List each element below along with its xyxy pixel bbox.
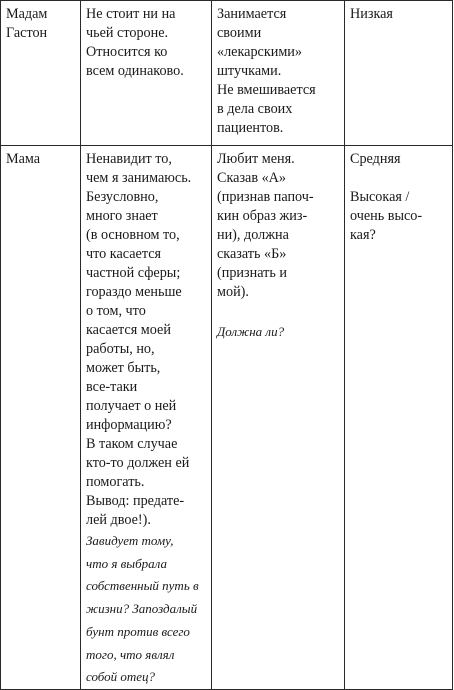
blank-line xyxy=(350,169,448,188)
italic-note-line: Должна ли? xyxy=(217,324,285,339)
text-line: (признать и xyxy=(217,265,287,281)
text-line: о том, что xyxy=(86,303,146,319)
actions-cell xyxy=(212,1,345,146)
text-line: (признав папоч- xyxy=(217,189,314,205)
blank-line xyxy=(217,302,340,321)
level-cell xyxy=(345,1,453,146)
text-line: чем я занимаюсь. xyxy=(86,170,192,186)
text-line: чьей стороне. xyxy=(86,25,169,41)
name-cell xyxy=(1,1,81,146)
text-line: касается моей xyxy=(86,322,171,338)
text-line: информацию? xyxy=(86,417,172,433)
text-line: мой). xyxy=(217,284,249,300)
text-line: Низкая xyxy=(350,6,393,22)
text-line: Мама xyxy=(6,151,41,167)
text-line: Высокая / xyxy=(350,189,410,205)
italic-note-line: жизни? Запоздалый xyxy=(86,601,198,617)
text-line: всем одинаково. xyxy=(86,63,184,79)
text-line: Ненавидит то, xyxy=(86,151,172,167)
italic-note-line: бунт против всего xyxy=(86,623,190,639)
text-line: своими xyxy=(217,25,262,41)
text-line: «лекарскими» xyxy=(217,44,302,60)
text-line: (в основном то, xyxy=(86,227,180,243)
text-line: все-таки xyxy=(86,379,138,395)
text-line: штучками. xyxy=(217,63,282,79)
text-line: частной сферы; xyxy=(86,265,181,281)
text-line: кая? xyxy=(350,227,376,243)
text-line: пациентов. xyxy=(217,120,284,136)
text-line: Относится ко xyxy=(86,44,168,60)
italic-note-line: собственный путь в xyxy=(86,578,199,594)
text-line: Не стоит ни на xyxy=(86,6,176,22)
name-cell xyxy=(1,146,81,690)
italic-note-line: что я выбрала xyxy=(86,555,167,571)
text-line: много знает xyxy=(86,208,158,224)
text-line: Безусловно, xyxy=(86,189,159,205)
text-line: кин образ жиз- xyxy=(217,208,308,224)
text-line: очень высо- xyxy=(350,208,423,224)
text-line: В таком случае xyxy=(86,436,178,452)
text-line: Любит меня. xyxy=(217,151,295,167)
table-row xyxy=(1,1,453,146)
text-line: Мадам xyxy=(6,6,48,22)
text-line: в дела своих xyxy=(217,101,293,117)
text-line: лей двое!). xyxy=(86,512,151,528)
level-cell xyxy=(345,146,453,690)
attitude-cell xyxy=(81,146,212,690)
text-line: Занимается xyxy=(217,6,287,22)
table-row xyxy=(1,146,453,690)
text-line: ни), должна xyxy=(217,227,289,243)
actions-cell xyxy=(212,146,345,690)
text-line: получает о ней xyxy=(86,398,177,414)
text-line: сказать «Б» xyxy=(217,246,287,262)
text-line: кто-то должен ей xyxy=(86,455,190,471)
text-line: может быть, xyxy=(86,360,161,376)
italic-note-line: собой отец? xyxy=(86,669,156,685)
text-line: помогать. xyxy=(86,474,145,490)
text-line: гораздо меньше xyxy=(86,284,182,300)
italic-note-line: Завидует тому, xyxy=(86,533,174,548)
text-line: Средняя xyxy=(350,151,401,167)
text-line: Сказав «А» xyxy=(217,170,287,186)
attitude-cell xyxy=(81,1,212,146)
text-line: работы, но, xyxy=(86,341,155,357)
text-line: что касается xyxy=(86,246,162,262)
italic-note-line: того, что являл xyxy=(86,646,175,662)
text-line: Вывод: предате- xyxy=(86,493,185,509)
text-line: Гастон xyxy=(6,25,48,41)
text-line: Не вмешивается xyxy=(217,82,316,98)
